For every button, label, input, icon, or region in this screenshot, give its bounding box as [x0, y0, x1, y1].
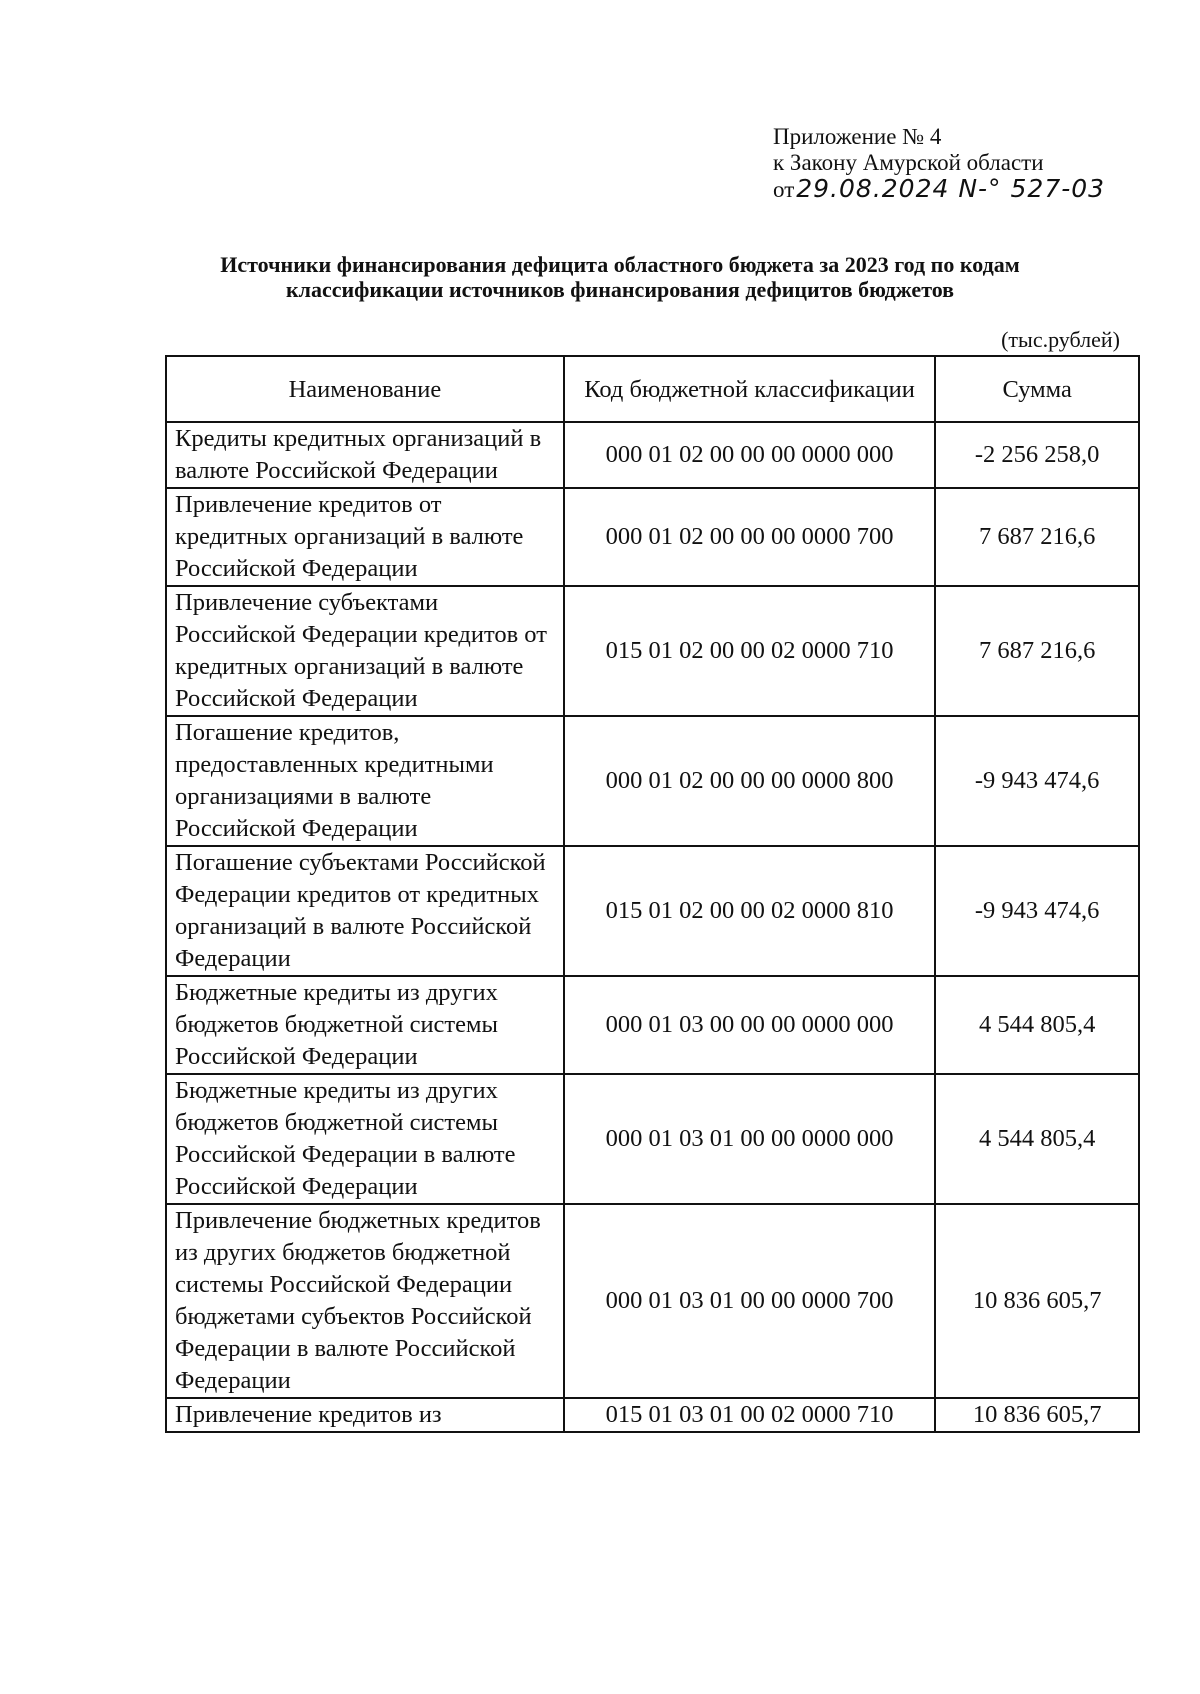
row-name: Погашение субъектами Российской Федерации кредитов от кредитных организаций в валюте Российской Федерации	[166, 846, 564, 976]
header-sum: Сумма	[935, 356, 1139, 422]
row-sum: -2 256 258,0	[935, 422, 1139, 488]
row-code: 015 01 03 01 00 02 0000 710	[564, 1398, 936, 1432]
row-name: Привлечение субъектами Российской Федерации кредитов от кредитных организаций в валюте Российской Федерации	[166, 586, 564, 716]
document-title	[120, 252, 1120, 302]
row-name: Бюджетные кредиты из других бюджетов бюджетной системы Российской Федерации	[166, 976, 564, 1074]
row-name: Бюджетные кредиты из других бюджетов бюджетной системы Российской Федерации в валюте Российской Федерации	[166, 1074, 564, 1204]
row-name: Кредиты кредитных организаций в валюте Российской Федерации	[166, 422, 564, 488]
row-code: 015 01 02 00 00 02 0000 810	[564, 846, 936, 976]
row-code: 000 01 02 00 00 00 0000 000	[564, 422, 936, 488]
row-sum: 4 544 805,4	[935, 976, 1139, 1074]
header-name: Наименование	[166, 356, 564, 422]
appendix-date-line	[773, 176, 1105, 203]
row-sum: 10 836 605,7	[935, 1398, 1139, 1432]
row-sum: 7 687 216,6	[935, 488, 1139, 586]
table-row	[166, 488, 1139, 586]
row-name: Погашение кредитов, предоставленных кредитными организациями в валюте Российской Федерации	[166, 716, 564, 846]
row-code: 000 01 02 00 00 00 0000 800	[564, 716, 936, 846]
row-sum: -9 943 474,6	[935, 716, 1139, 846]
table-row	[166, 1204, 1139, 1398]
row-sum: 7 687 216,6	[935, 586, 1139, 716]
table-row	[166, 586, 1139, 716]
handwritten-date-number: 29.08.2024 N-° 527-03	[796, 174, 1106, 203]
row-sum: 4 544 805,4	[935, 1074, 1139, 1204]
appendix-law-reference: к Закону Амурской области	[773, 150, 1044, 175]
table-row	[166, 422, 1139, 488]
table-row	[166, 1398, 1139, 1432]
appendix-number: Приложение № 4	[773, 124, 942, 149]
table-row	[166, 1074, 1139, 1204]
units-note: (тыс.рублей)	[1001, 327, 1120, 352]
title-line-2: классификации источников финансирования дефицитов бюджетов	[285, 277, 955, 302]
row-name: Привлечение кредитов от кредитных организаций в валюте Российской Федерации	[166, 488, 564, 586]
table-row	[166, 716, 1139, 846]
table-row	[166, 976, 1139, 1074]
title-line-1: Источники финансирования дефицита областного бюджета за 2023 год по кодам	[220, 252, 1020, 277]
table-row	[166, 846, 1139, 976]
row-name: Привлечение бюджетных кредитов из других бюджетов бюджетной системы Российской Федерации бюджетами субъектов Российской Федерации в валюте Российской Федерации	[166, 1204, 564, 1398]
table-header-row	[166, 356, 1139, 422]
row-sum: 10 836 605,7	[935, 1204, 1139, 1398]
row-name: Привлечение кредитов из	[166, 1398, 564, 1432]
row-code: 000 01 03 01 00 00 0000 700	[564, 1204, 936, 1398]
row-code: 000 01 02 00 00 00 0000 700	[564, 488, 936, 586]
row-sum: -9 943 474,6	[935, 846, 1139, 976]
row-code: 000 01 03 00 00 00 0000 000	[564, 976, 936, 1074]
row-code: 015 01 02 00 00 02 0000 710	[564, 586, 936, 716]
sources-table	[165, 355, 1140, 1433]
appendix-date-prefix: от	[773, 177, 795, 202]
header-code: Код бюджетной классификации	[564, 356, 936, 422]
row-code: 000 01 03 01 00 00 0000 000	[564, 1074, 936, 1204]
appendix-header	[773, 124, 1105, 203]
